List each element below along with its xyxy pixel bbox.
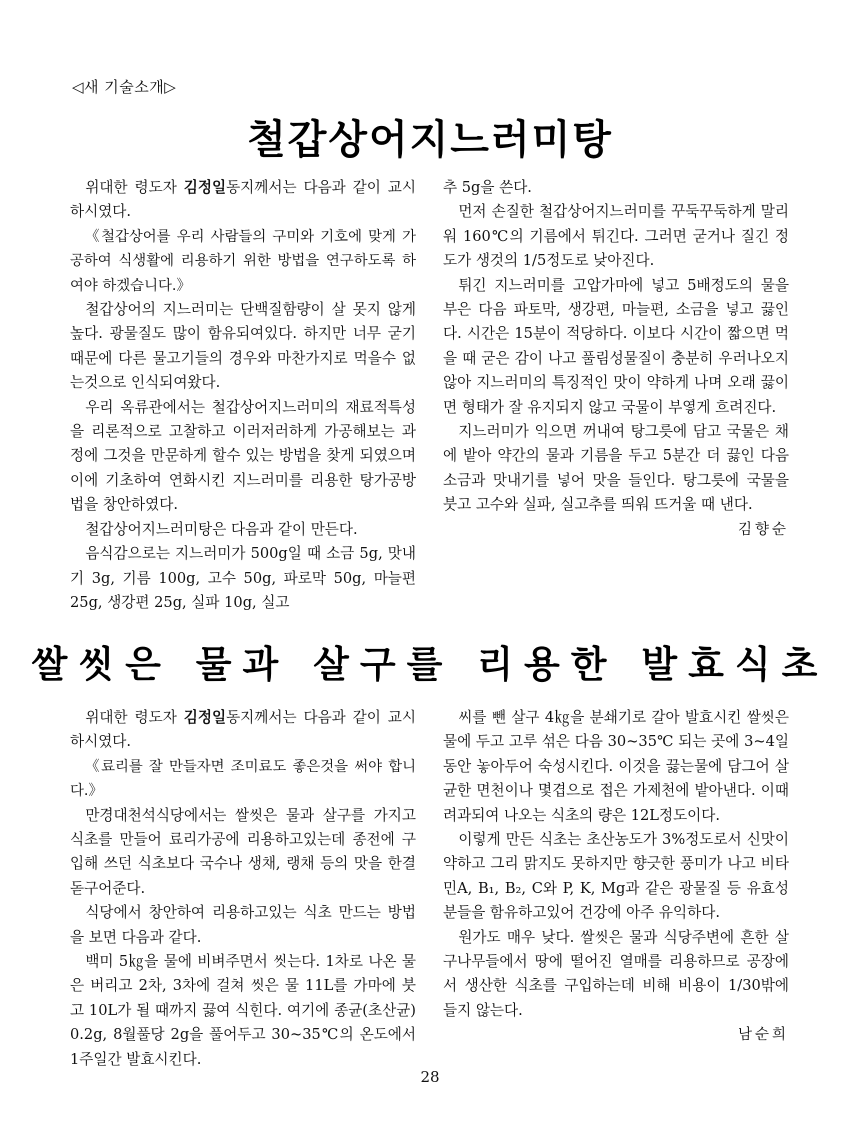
- article1-left-column: [70, 176, 416, 615]
- article1-quote: 《철갑상어를 우리 사람들의 구미와 기호에 맞게 가공하여 식생활에 리용하기 위한 방법을 연구하도록 하여야 하겠습니다.》: [70, 228, 416, 294]
- page-number: 28: [420, 1068, 440, 1086]
- article1-intro: 위대한 령도자 김정일동지께서는 다음과 같이 교시하시였다.: [70, 179, 416, 221]
- article2-intro: 위대한 령도자 김정일동지께서는 다음과 같이 교시하시였다.: [70, 709, 416, 751]
- section-label: ◁새 기술소개▷: [72, 78, 177, 96]
- article1-title: 철갑상어지느러미탕: [247, 117, 613, 163]
- article2-paragraph: 이렇게 만든 식초는 초산농도가 3%정도로서 신맛이 약하고 그리 맑지도 못하지만 향긋한 풍미가 나고 비타민A, B₁, B₂, C와 P, K, Mg과 같은 광물질 등 유효성분들을 함유하고있어 건강에 아주 유익하다.: [443, 831, 789, 922]
- article1-paragraph: 철갑상어지느러미탕은 다음과 같이 만든다.: [85, 520, 358, 538]
- article2-right-column: [443, 706, 789, 1048]
- leader-name: 김정일: [183, 709, 227, 726]
- article2-paragraph: 식당에서 창안하여 리용하고있는 식초 만드는 방법을 보면 다음과 같다.: [70, 904, 416, 946]
- article2-left-column: [70, 706, 416, 1072]
- article1-right-column: [443, 176, 789, 542]
- article1-paragraph: 음식감으로는 지느러미가 500g일 때 소금 5g, 맛내기 3g, 기름 100g, 고수 50g, 파로막 50g, 마늘편 25g, 생강편 25g, 실파 10g, 실고: [70, 545, 416, 611]
- article2-author: 남순희: [737, 1027, 789, 1044]
- article2-title: 쌀씻은 물과 살구를 리용한 발효식초: [31, 643, 829, 686]
- article1-paragraph: 철갑상어의 지느러미는 단백질함량이 살 못지 않게 높다. 광물질도 많이 함유되여있다. 하지만 너무 굳기때문에 다른 물고기들의 경우와 마찬가지로 먹을수 없는것으로 인식되여왔다.: [70, 301, 416, 392]
- article2-quote: 《료리를 잘 만들자면 조미료도 좋은것을 써야 합니다.》: [70, 758, 416, 800]
- article1-paragraph: 추 5g을 쓴다.: [443, 179, 532, 196]
- article2-paragraph: 백미 5㎏을 물에 비벼주면서 씻는다. 1차로 나온 물은 버리고 2차, 3차에 걸쳐 씻은 물 11L를 가마에 붓고 10L가 될 때까지 끓여 식힌다. 여기에 종균(초산균) 0.2g, 8월풀당 2g을 풀어두고 30~35℃의 온도에서 1주일간 발효시킨다.: [70, 953, 416, 1068]
- article1-paragraph: 지느러미가 익으면 꺼내여 탕그릇에 담고 국물은 채에 밭아 약간의 물과 기름을 두고 5분간 더 끓인 다음 소금과 맛내기를 넣어 맛을 들인다. 탕그릇에 국물을 붓고 고수와 실파, 실고추를 띄워 뜨거울 때 낸다.: [443, 423, 789, 514]
- article1-paragraph: 먼저 손질한 철갑상어지느러미를 꾸둑꾸둑하게 말리워 160℃의 기름에서 튀긴다. 그러면 굳거나 질긴 정도가 생것의 1/5정도로 낮아진다.: [443, 203, 789, 270]
- article2-paragraph: 만경대천석식당에서는 쌀씻은 물과 살구를 가지고 식초를 만들어 료리가공에 리용하고있는데 종전에 구입해 쓰던 식초보다 국수나 생채, 랭채 등의 맛을 한결 돋구어준다.: [70, 806, 416, 897]
- article1-author: 김향순: [737, 521, 789, 538]
- article1-paragraph: 튀긴 지느러미를 고압가마에 넣고 5배정도의 물을 부은 다음 파토막, 생강편, 마늘편, 소금을 넣고 끓인다. 시간은 15분이 적당하다. 이보다 시간이 짧으면 먹을 때 굳은 감이 나고 풀림성물질이 충분히 우러나오지 않아 지느러미의 특징적인 맛이 약하게 나며 오래 끓이면 형태가 잘 유지되지 않고 국물이 부옇게 흐려진다.: [443, 276, 789, 416]
- article2-paragraph: 씨를 뺀 살구 4㎏을 분쇄기로 갈아 발효시킨 쌀씻은 물에 두고 고루 섞은 다음 30~35℃ 되는 곳에 3~4일동안 놓아두어 숙성시킨다. 이것을 끓는물에 담그어 살균한 면천이나 몇겹으로 접은 가제천에 밭아낸다. 이때 려과되여 나오는 식초의 량은 12L정도이다.: [443, 709, 789, 824]
- leader-name: 김정일: [183, 179, 227, 196]
- article1-paragraph: 우리 옥류관에서는 철갑상어지느러미의 재료적특성을 리론적으로 고찰하고 이러저러하게 가공해보는 과정에 그것을 만문하게 할수 있는 방법을 찾게 되였으며 이에 기초하여 연화시킨 지느러미를 리용한 탕가공방법을 창안하였다.: [70, 398, 416, 514]
- article2-paragraph: 원가도 매우 낮다. 쌀씻은 물과 식당주변에 흔한 살구나무들에서 땅에 떨어진 열매를 리용하므로 공장에서 생산한 식초를 구입하는데 비해 비용이 1/30밖에 들지 않는다.: [443, 928, 789, 1019]
